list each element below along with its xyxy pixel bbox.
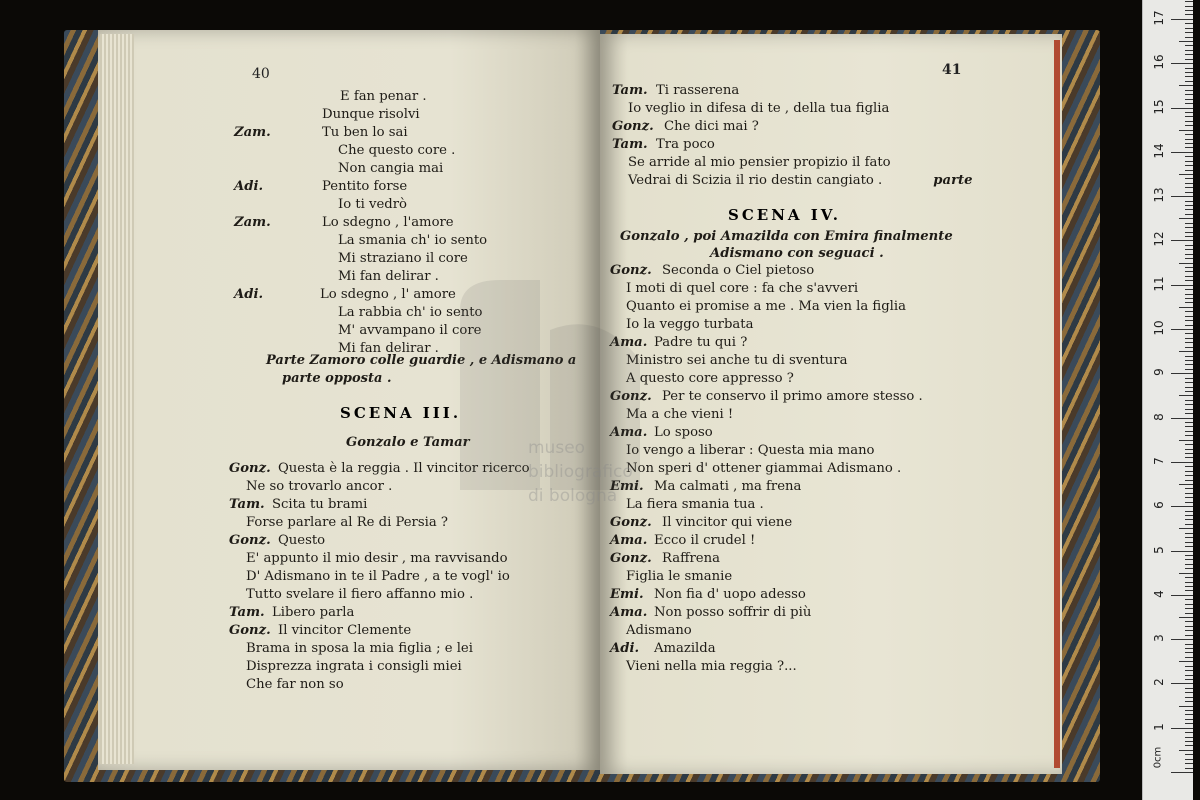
- ruler-tick: [1185, 404, 1193, 405]
- dialogue-line-speaker: Gonz.: [229, 461, 271, 476]
- ruler-tick: [1171, 19, 1193, 20]
- ruler-number: 2: [1152, 678, 1166, 687]
- dialogue-line: Questo: [278, 533, 326, 548]
- ruler-tick: [1185, 59, 1193, 60]
- dialogue-line: A questo core appresso ?: [626, 371, 794, 386]
- ruler-number: 16: [1152, 54, 1166, 70]
- dialogue-line: Raffrena: [662, 551, 720, 566]
- ruler-tick: [1185, 32, 1193, 33]
- dialogue-line: Lo sposo: [654, 425, 713, 440]
- dialogue-line: Quanto ei promise a me . Ma vien la figlia: [626, 299, 906, 314]
- verse-line-speaker: Zam.: [234, 215, 271, 230]
- ruler-tick: [1185, 644, 1193, 645]
- ruler-tick: [1179, 218, 1193, 219]
- ruler-tick: [1185, 298, 1193, 299]
- ruler-tick: [1185, 586, 1193, 587]
- ruler-tick: [1185, 333, 1193, 334]
- ruler-tick: [1171, 285, 1193, 286]
- dialogue-line: I moti di quel core : fa che s'avveri: [626, 281, 859, 296]
- dialogue-line: Vieni nella mia reggia ?...: [626, 659, 797, 674]
- ruler-tick: [1185, 635, 1193, 636]
- dialogue-line-speaker: Tam.: [612, 137, 648, 152]
- ruler-number: 4: [1152, 589, 1166, 598]
- dialogue-line-speaker: Ama.: [610, 335, 648, 350]
- ruler-tick: [1185, 422, 1193, 423]
- ruler-tick: [1185, 648, 1193, 649]
- dialogue-line: Il vincitor qui viene: [662, 515, 793, 530]
- verse-line: La rabbia ch' io sento: [338, 305, 483, 320]
- ruler-tick: [1185, 121, 1193, 122]
- ruler-tick: [1185, 347, 1193, 348]
- ruler-tick: [1179, 351, 1193, 352]
- ruler-tick: [1185, 103, 1193, 104]
- ruler-tick: [1171, 551, 1193, 552]
- ruler-tick: [1179, 661, 1193, 662]
- ruler-tick: [1179, 706, 1193, 707]
- verse-line: Lo sdegno , l'amore: [322, 215, 454, 230]
- ruler-number: 9: [1152, 368, 1166, 377]
- ruler-number: 5: [1152, 545, 1166, 554]
- ruler-tick: [1185, 187, 1193, 188]
- dialogue-line: Seconda o Ciel pietoso: [662, 263, 815, 278]
- ruler-tick: [1185, 178, 1193, 179]
- ruler-tick: [1171, 329, 1193, 330]
- ruler-tick: [1185, 192, 1193, 193]
- ruler-tick: [1185, 54, 1193, 55]
- ruler-tick: [1185, 524, 1193, 525]
- dialogue-line: Padre tu qui ?: [654, 335, 748, 350]
- dialogue-line: Questa è la reggia . Il vincitor ricerco: [278, 461, 530, 476]
- ruler-tick: [1171, 683, 1193, 684]
- verse-line: Mi fan delirar .: [338, 269, 439, 284]
- dialogue-line-speaker: Gonz.: [610, 551, 652, 566]
- ruler-tick: [1185, 209, 1193, 210]
- ruler-tick: [1185, 338, 1193, 339]
- ruler-tick: [1185, 28, 1193, 29]
- dialogue-line: Non fia d' uopo adesso: [654, 587, 806, 602]
- ruler-tick: [1185, 6, 1193, 7]
- dialogue-line: Io veglio in difesa di te , della tua figlia: [628, 101, 890, 116]
- ruler-tick: [1185, 214, 1193, 215]
- ruler-tick: [1185, 768, 1193, 769]
- ruler-tick: [1185, 608, 1193, 609]
- ruler-tick: [1185, 37, 1193, 38]
- dialogue-line: Ministro sei anche tu di sventura: [626, 353, 848, 368]
- watermark-text-1: museo: [528, 438, 586, 458]
- dialogue-line-speaker: Adi.: [610, 641, 640, 656]
- ruler-tick: [1185, 99, 1193, 100]
- dialogue-line: Figlia le smanie: [626, 569, 733, 584]
- ruler-tick: [1185, 599, 1193, 600]
- ruler-tick: [1185, 542, 1193, 543]
- verse-line: Che questo core .: [338, 143, 456, 158]
- ruler-tick: [1185, 223, 1193, 224]
- ruler-number: 14: [1152, 143, 1166, 159]
- ruler-tick: [1185, 666, 1193, 667]
- dialogue-line: Per te conservo il primo amore stesso .: [662, 389, 923, 404]
- dialogue-line: Che far non so: [246, 677, 344, 692]
- ruler-tick: [1185, 515, 1193, 516]
- ruler-tick: [1185, 134, 1193, 135]
- ruler-number: 17: [1152, 10, 1166, 26]
- ruler-tick: [1185, 480, 1193, 481]
- dialogue-line: Il vincitor Clemente: [278, 623, 412, 638]
- ruler-tick: [1185, 564, 1193, 565]
- ruler-tick: [1185, 254, 1193, 255]
- ruler-tick: [1185, 537, 1193, 538]
- ruler-tick: [1179, 130, 1193, 131]
- dialogue-line: Ecco il crudel !: [654, 533, 756, 548]
- ruler-tick: [1185, 249, 1193, 250]
- ruler-tick: [1185, 679, 1193, 680]
- ruler-tick: [1179, 263, 1193, 264]
- ruler-tick: [1185, 72, 1193, 73]
- ruler-tick: [1171, 152, 1193, 153]
- dialogue-line-speaker: Tam.: [229, 497, 265, 512]
- stage-direction-1: Parte Zamoro colle guardie , e Adismano a: [266, 353, 577, 368]
- verse-line: Lo sdegno , l' amore: [320, 287, 456, 302]
- ruler-tick: [1185, 14, 1193, 15]
- ruler-tick: [1185, 382, 1193, 383]
- ruler-tick: [1185, 236, 1193, 237]
- ruler-tick: [1185, 763, 1193, 764]
- ruler-number: 3: [1152, 634, 1166, 642]
- dialogue-line-speaker: Emi.: [610, 479, 644, 494]
- ruler-tick: [1185, 559, 1193, 560]
- ruler-tick: [1185, 302, 1193, 303]
- dialogue-line-stage-note: parte: [933, 173, 973, 188]
- ruler-tick: [1171, 639, 1193, 640]
- ruler-tick: [1185, 737, 1193, 738]
- ruler-tick: [1185, 258, 1193, 259]
- stage-direction-2: parte opposta .: [282, 371, 392, 386]
- ruler-tick: [1185, 697, 1193, 698]
- ruler-number: 13: [1152, 187, 1166, 203]
- ruler-tick: [1185, 289, 1193, 290]
- ruler-tick: [1171, 506, 1193, 507]
- red-page-edge: [1054, 40, 1060, 768]
- dialogue-line: Brama in sposa la mia figlia ; e lei: [246, 641, 473, 656]
- ruler-tick: [1185, 426, 1193, 427]
- ruler-tick: [1185, 670, 1193, 671]
- ruler-number: 12: [1152, 231, 1166, 248]
- ruler-tick: [1185, 555, 1193, 556]
- ruler-tick: [1185, 23, 1193, 24]
- dialogue-line: Adismano: [626, 623, 692, 638]
- ruler-tick: [1171, 595, 1193, 596]
- measurement-ruler: [1142, 0, 1193, 800]
- ruler-tick: [1185, 280, 1193, 281]
- dialogue-line: Che dici mai ?: [664, 119, 759, 134]
- ruler-tick: [1185, 741, 1193, 742]
- verse-line-speaker: Adi.: [234, 287, 264, 302]
- ruler-tick: [1185, 227, 1193, 228]
- ruler-tick: [1185, 143, 1193, 144]
- ruler-tick: [1179, 750, 1193, 751]
- ruler-tick: [1185, 267, 1193, 268]
- ruler-tick: [1185, 688, 1193, 689]
- ruler-tick: [1185, 710, 1193, 711]
- ruler-tick: [1185, 475, 1193, 476]
- ruler-tick: [1185, 342, 1193, 343]
- ruler-tick: [1185, 502, 1193, 503]
- ruler-tick: [1171, 418, 1193, 419]
- ruler-tick: [1171, 462, 1193, 463]
- dialogue-line: Io la veggo turbata: [626, 317, 754, 332]
- verse-line: Pentito forse: [322, 179, 408, 194]
- verse-line: E fan penar .: [340, 89, 427, 104]
- ruler-tick: [1185, 360, 1193, 361]
- dialogue-line-speaker: Tam.: [612, 83, 648, 98]
- ruler-tick: [1185, 488, 1193, 489]
- ruler-tick: [1185, 170, 1193, 171]
- ruler-tick: [1185, 45, 1193, 46]
- ruler-tick: [1185, 701, 1193, 702]
- verse-line: Mi fan delirar .: [338, 341, 439, 356]
- ruler-tick: [1185, 391, 1193, 392]
- ruler-tick: [1185, 201, 1193, 202]
- ruler-tick: [1185, 369, 1193, 370]
- dialogue-line: Vedrai di Scizia il rio destin cangiato .: [628, 173, 883, 188]
- ruler-tick: [1171, 373, 1193, 374]
- ruler-tick: [1185, 692, 1193, 693]
- dialogue-line: Non speri d' ottener giammai Adismano .: [626, 461, 902, 476]
- dialogue-line: Tra poco: [656, 137, 715, 152]
- ruler-tick: [1185, 10, 1193, 11]
- dialogue-line-speaker: Ama.: [610, 605, 648, 620]
- ruler-tick: [1171, 240, 1193, 241]
- ruler-number: 6: [1152, 501, 1166, 510]
- ruler-tick: [1185, 732, 1193, 733]
- scene-characters-left: Gonzalo e Tamar: [346, 435, 470, 450]
- ruler-tick: [1185, 745, 1193, 746]
- ruler-number: 15: [1152, 98, 1166, 115]
- watermark-text-3: di bologna: [528, 486, 618, 506]
- ruler-tick: [1185, 626, 1193, 627]
- ruler-tick: [1185, 493, 1193, 494]
- ruler-number: 1: [1152, 722, 1166, 731]
- ruler-tick: [1171, 108, 1193, 109]
- ruler-tick: [1185, 147, 1193, 148]
- scene-title-left: SCENA III.: [340, 404, 462, 422]
- ruler-tick: [1185, 400, 1193, 401]
- verse-line: La smania ch' io sento: [338, 233, 488, 248]
- ruler-tick: [1185, 621, 1193, 622]
- ruler-tick: [1185, 232, 1193, 233]
- dialogue-line-speaker: Ama.: [610, 425, 648, 440]
- ruler-tick: [1185, 652, 1193, 653]
- dialogue-line-speaker: Gonz.: [229, 623, 271, 638]
- dialogue-line-speaker: Gonz.: [610, 263, 652, 278]
- ruler-tick: [1185, 719, 1193, 720]
- ruler-tick: [1185, 759, 1193, 760]
- ruler-tick: [1185, 590, 1193, 591]
- ruler-tick: [1185, 466, 1193, 467]
- ruler-tick: [1185, 183, 1193, 184]
- verse-line: Io ti vedrò: [338, 197, 407, 212]
- ruler-tick: [1185, 675, 1193, 676]
- ruler-tick: [1185, 457, 1193, 458]
- ruler-number: 11: [1152, 276, 1166, 292]
- ruler-tick: [1179, 528, 1193, 529]
- dialogue-line: E' appunto il mio desir , ma ravvisando: [246, 551, 508, 566]
- dialogue-line: Se arride al mio pensier propizio il fato: [628, 155, 891, 170]
- ruler-tick: [1179, 307, 1193, 308]
- dialogue-line: Scita tu brami: [272, 497, 368, 512]
- verse-line: M' avvampano il core: [338, 323, 482, 338]
- ruler-tick: [1185, 50, 1193, 51]
- dialogue-line: Forse parlare al Re di Persia ?: [246, 515, 448, 530]
- dialogue-line: Ti rasserena: [656, 83, 740, 98]
- ruler-tick: [1185, 471, 1193, 472]
- ruler-tick: [1185, 511, 1193, 512]
- dialogue-line-speaker: Gonz.: [610, 515, 652, 530]
- dialogue-line-speaker: Emi.: [610, 587, 644, 602]
- verse-line: Dunque risolvi: [322, 107, 420, 122]
- ruler-tick: [1185, 316, 1193, 317]
- dialogue-line-speaker: Gonz.: [612, 119, 654, 134]
- ruler-tick: [1185, 630, 1193, 631]
- page-number-right: 41: [942, 62, 962, 78]
- ruler-tick: [1185, 431, 1193, 432]
- ruler-unit-label: 0cm: [1152, 746, 1164, 769]
- verse-line-speaker: Adi.: [234, 179, 264, 194]
- ruler-tick: [1185, 568, 1193, 569]
- dialogue-line: Disprezza ingrata i consigli miei: [246, 659, 462, 674]
- ruler-tick: [1179, 573, 1193, 574]
- ruler-tick: [1185, 294, 1193, 295]
- ruler-tick: [1185, 76, 1193, 77]
- ruler-tick: [1185, 139, 1193, 140]
- ruler-tick: [1185, 325, 1193, 326]
- ruler-number: 10: [1152, 320, 1166, 336]
- dialogue-line-speaker: Gonz.: [610, 389, 652, 404]
- dialogue-line: D' Adismano in te il Padre , a te vogl' io: [246, 569, 510, 584]
- scene-title-right: SCENA IV.: [728, 206, 842, 224]
- ruler-tick: [1185, 1, 1193, 2]
- ruler-tick: [1179, 484, 1193, 485]
- ruler-tick: [1185, 387, 1193, 388]
- ruler-tick: [1185, 435, 1193, 436]
- ruler-tick: [1185, 519, 1193, 520]
- dialogue-line: Ma calmati , ma frena: [654, 479, 802, 494]
- verse-line: Tu ben lo sai: [322, 125, 408, 140]
- page-number-left: 40: [252, 66, 270, 82]
- ruler-tick: [1185, 546, 1193, 547]
- ruler-tick: [1185, 125, 1193, 126]
- dialogue-line: Non posso soffrir di più: [654, 605, 812, 620]
- ruler-tick: [1185, 205, 1193, 206]
- ruler-tick: [1179, 395, 1193, 396]
- ruler-tick: [1185, 378, 1193, 379]
- ruler-tick: [1185, 754, 1193, 755]
- ruler-tick: [1179, 174, 1193, 175]
- ruler-tick: [1185, 582, 1193, 583]
- ruler-tick: [1185, 68, 1193, 69]
- watermark-text-2: bibliografico: [528, 462, 633, 482]
- ruler-tick: [1171, 196, 1193, 197]
- ruler-tick: [1185, 413, 1193, 414]
- dialogue-line-speaker: Ama.: [610, 533, 648, 548]
- ruler-tick: [1185, 116, 1193, 117]
- ruler-tick: [1185, 276, 1193, 277]
- ruler-tick: [1185, 271, 1193, 272]
- ruler-tick: [1185, 497, 1193, 498]
- ruler-tick: [1185, 604, 1193, 605]
- ruler-tick: [1185, 613, 1193, 614]
- dialogue-line: Ne so trovarlo ancor .: [246, 479, 393, 494]
- ruler-tick: [1179, 440, 1193, 441]
- ruler-tick: [1185, 94, 1193, 95]
- scene-characters-right-2: Adismano con seguaci .: [710, 246, 884, 261]
- verse-line: Non cangia mai: [338, 161, 444, 176]
- ruler-tick: [1185, 161, 1193, 162]
- ruler-tick: [1179, 85, 1193, 86]
- ruler-tick: [1185, 444, 1193, 445]
- dialogue-line: Io vengo a liberar : Questa mia mano: [626, 443, 875, 458]
- ruler-tick: [1185, 577, 1193, 578]
- dialogue-line-speaker: Tam.: [229, 605, 265, 620]
- dialogue-line: Ma a che vieni !: [626, 407, 734, 422]
- dialogue-line: Libero parla: [272, 605, 355, 620]
- verse-line-speaker: Zam.: [234, 125, 271, 140]
- ruler-tick: [1171, 772, 1193, 773]
- dialogue-line: Amazilda: [654, 641, 716, 656]
- ruler-tick: [1179, 617, 1193, 618]
- ruler-tick: [1179, 41, 1193, 42]
- ruler-tick: [1185, 723, 1193, 724]
- ruler-tick: [1171, 728, 1193, 729]
- ruler-tick: [1185, 81, 1193, 82]
- verse-line: Mi straziano il core: [338, 251, 468, 266]
- dialogue-line: Tutto svelare il fiero affanno mio .: [246, 587, 474, 602]
- ruler-tick: [1185, 714, 1193, 715]
- ruler-tick: [1185, 533, 1193, 534]
- ruler-tick: [1185, 311, 1193, 312]
- ruler-tick: [1185, 320, 1193, 321]
- ruler-tick: [1185, 156, 1193, 157]
- dialogue-line-speaker: Gonz.: [229, 533, 271, 548]
- ruler-tick: [1171, 63, 1193, 64]
- ruler-tick: [1185, 90, 1193, 91]
- ruler-tick: [1185, 453, 1193, 454]
- dialogue-line: La fiera smania tua .: [626, 497, 764, 512]
- ruler-number: 8: [1152, 412, 1166, 421]
- scene-characters-right-1: Gonzalo , poi Amazilda con Emira finalmente: [620, 229, 953, 244]
- page-edges: [100, 34, 134, 764]
- ruler-tick: [1185, 364, 1193, 365]
- ruler-tick: [1185, 409, 1193, 410]
- ruler-number: 7: [1152, 457, 1166, 465]
- ruler-tick: [1185, 449, 1193, 450]
- ruler-tick: [1185, 356, 1193, 357]
- ruler-tick: [1185, 112, 1193, 113]
- ruler-tick: [1185, 657, 1193, 658]
- ruler-tick: [1185, 245, 1193, 246]
- ruler-tick: [1185, 165, 1193, 166]
